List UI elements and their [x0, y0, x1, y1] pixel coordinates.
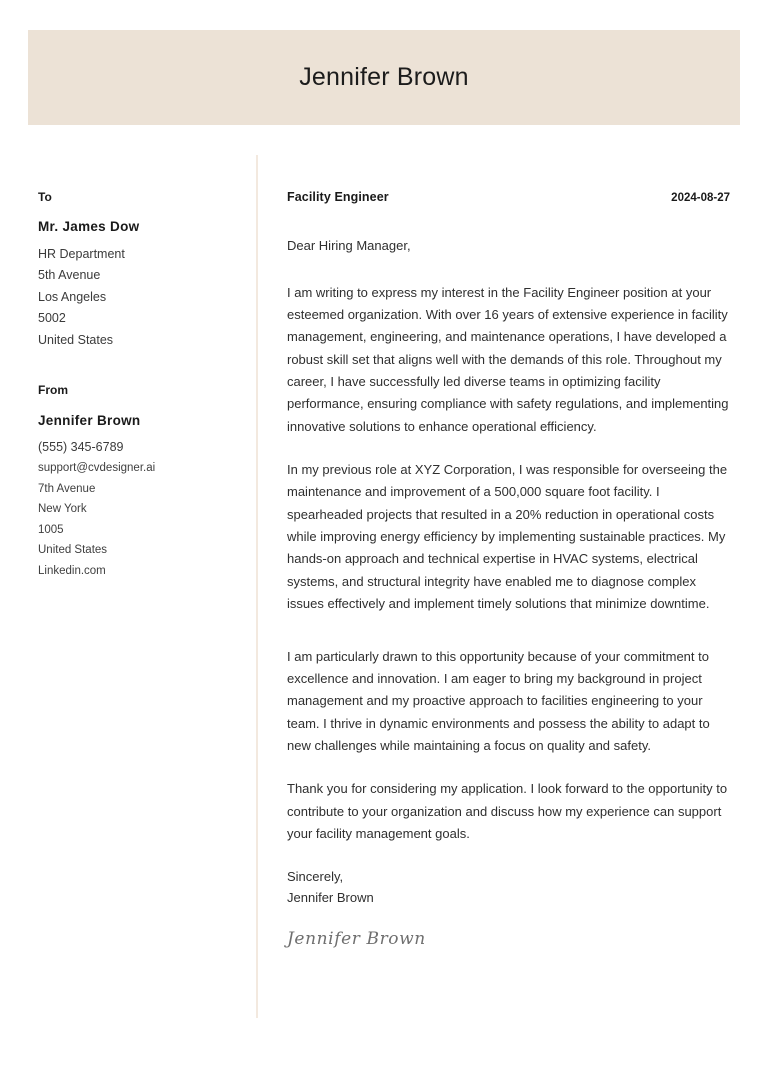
letter-paragraph: Thank you for considering my application. I look forward to the opportunity to contribute to your organization and discuss how my experience can support your facility management goals.	[287, 781, 728, 842]
sender-line: United States	[38, 544, 108, 557]
recipient-heading: To	[38, 190, 52, 204]
sender-name: Jennifer Brown	[38, 412, 141, 428]
recipient-line: United States	[38, 332, 114, 347]
closing-block	[287, 866, 730, 908]
sender-linkedin[interactable]: Linkedin.com	[38, 564, 106, 577]
recipient-line: 5002	[38, 311, 66, 326]
letter-paragraph: In my previous role at XYZ Corporation, I was responsible for overseeing the maintenance and improvement of a 500,000 square foot facility. I spearheaded projects that resulted in a 20% reduction in operational costs while improving energy efficiency by implementing sustainable practices. My hands-on approach and technical expertise in HVAC systems, electrical systems, and structural integrity have enabled me to diagnose complex issues effectively and implement timely solutions that minimize downtime.	[287, 462, 728, 612]
header-band	[28, 30, 740, 125]
letter-paragraph: I am writing to express my interest in the Facility Engineer position at your esteemed organization. With over 16 years of extensive experience in facility management, engineering, and maintenance operations, I have developed a robust skill set that aligns well with the demands of this role. Throughout my career, I have successfully led diverse teams in optimizing facility performance, ensuring compliance with safety regulations, and implementing innovative solutions to enhance operational efficiency.	[287, 284, 729, 434]
recipient-name: Mr. James Dow	[38, 219, 140, 235]
page-title: Jennifer Brown	[299, 63, 469, 91]
sender-phone: (555) 345-6789	[38, 439, 124, 454]
sender-email[interactable]: support@cvdesigner.ai	[38, 462, 156, 475]
recipient-line: HR Department	[38, 246, 125, 261]
sidebar	[38, 190, 238, 581]
letter-date: 2024-08-27	[671, 192, 730, 204]
letter-body	[287, 190, 730, 948]
recipient-block	[38, 190, 238, 351]
recipient-line: 5th Avenue	[38, 268, 101, 283]
recipient-line: Los Angeles	[38, 289, 107, 304]
letter-paragraph: I am particularly drawn to this opportunity because of your commitment to excellence and innovation. I am eager to bring my background in project management and my proactive approach to facilities engineering to your team. I thrive in dynamic environments and possess the ability to adapt to new challenges while maintaining a focus on quality and safety.	[287, 648, 710, 753]
closing-name: Jennifer Brown	[287, 890, 374, 906]
column-divider	[256, 155, 258, 1018]
closing-word: Sincerely,	[287, 869, 344, 885]
sender-line: 1005	[38, 523, 64, 536]
sender-heading: From	[38, 383, 68, 398]
sender-line: 7th Avenue	[38, 482, 96, 495]
job-title: Facility Engineer	[287, 190, 389, 204]
salutation: Dear Hiring Manager,	[287, 238, 411, 253]
signature: Jennifer Brown	[287, 928, 426, 949]
letter-header-row	[287, 190, 730, 204]
sender-line: New York	[38, 503, 87, 516]
sender-block	[38, 383, 238, 581]
